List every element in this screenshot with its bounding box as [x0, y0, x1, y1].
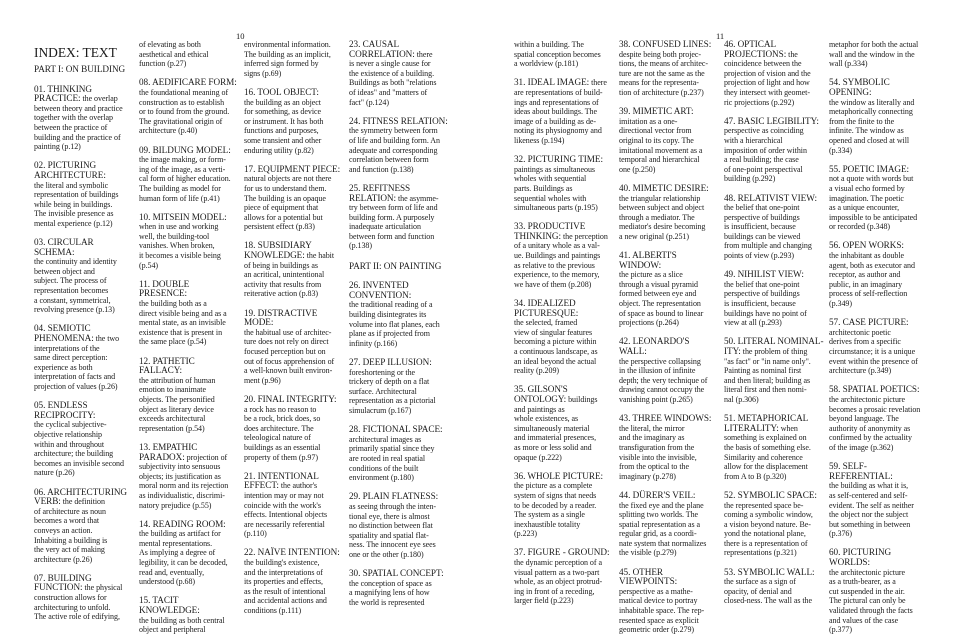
index-entry — [244, 241, 344, 299]
index-entry — [139, 78, 239, 136]
entry-definition: the architectonic picture as a truth-bearer, as a cut suspended in the air. The pictural can only be validated through the facts and values of the case (p.377) — [829, 567, 913, 635]
index-entry — [514, 548, 614, 606]
entry-heading: 54. SYMBOLIC OPENING: — [829, 77, 890, 97]
entry-heading: 58. SPATIAL POETICS: — [829, 384, 920, 395]
entry-heading: 17. EQUIPMENT PIECE: — [244, 163, 341, 174]
index-entry — [724, 194, 824, 261]
index-entry — [514, 155, 614, 213]
index-entry — [724, 491, 824, 558]
entry-definition: when in use and working well, the building-tool vanishes. When broken, it becomes a visible being (p.54) — [139, 222, 221, 270]
entry-heading: 37. FIGURE - GROUND: — [514, 547, 610, 558]
entry-definition: projection of subjectivity into sensuous objects; its justification as moral norm and its rejection as individualistic, discrimi- natory prejudice (p.55) — [139, 452, 229, 510]
index-entry — [349, 492, 449, 559]
index-entry — [139, 443, 239, 510]
index-entry — [244, 395, 344, 462]
index-entry — [244, 472, 344, 539]
index-entry — [724, 117, 824, 184]
index-entry — [619, 107, 719, 174]
index-entry — [619, 337, 719, 404]
entry-heading: 49. NIHILIST VIEW: — [724, 269, 804, 280]
entry-heading: 27. DEEP ILLUSION: — [349, 357, 432, 367]
index-entry — [724, 337, 824, 404]
index-entry — [619, 414, 719, 481]
index-entry — [139, 596, 239, 634]
entry-definition: paintings as simultaneous wholes with sequential parts. Buildings as sequential wholes with simultaneous parts (p.195) — [514, 164, 598, 213]
index-entry — [139, 520, 239, 587]
entry-definition: the habitual use of architec- ture does not rely on direct focused perception but on out of focus apprehension of a well-known built environ- ment (p.96) — [244, 327, 335, 385]
entry-definition: perspective as a mathe- matical device to portray inhabitable space. The rep- resented space as explicit geometric order (p.279) — [619, 586, 705, 635]
entry-definition: the belief that one-point perspective of buildings is insufficient, because buildings have no point of view at all (p.293) — [724, 279, 807, 328]
index-entry — [349, 569, 449, 607]
entry-definition: the traditional reading of a building disintegrates its volume into flat planes, each plane as if projected from infinity (p.166) — [349, 300, 440, 348]
index-entry — [514, 222, 614, 289]
page-number-left: 10 — [236, 31, 245, 41]
index-entry — [349, 184, 449, 251]
index-entry — [244, 548, 344, 615]
index-entry — [349, 117, 449, 175]
entry-heading: 36. WHOLE PICTURE: — [514, 470, 604, 481]
entry-definition: there is never a single cause for the existence of a building. Buildings as both "relations of ideas" and "matters of fact" (p.124) — [349, 49, 437, 107]
index-column-3 — [244, 40, 344, 625]
entry-heading: 01. THINKING PRACTICE: — [34, 83, 92, 104]
index-column-8 — [829, 40, 929, 644]
entry-heading: 47. BASIC LEGIBILITY: — [724, 115, 819, 126]
index-entry — [34, 161, 134, 228]
index-entry — [349, 281, 449, 348]
entry-definition: the building as what it is, as self-centered and self- evident. The self as neither the object nor the subject but something in between (p.376) — [829, 481, 914, 539]
part-heading-building: PART I: ON BUILDING — [34, 64, 126, 74]
index-entry — [244, 165, 344, 232]
index-entry — [349, 40, 449, 107]
entry-heading: 11. DOUBLE PRESENCE: — [139, 278, 190, 299]
index-entry — [724, 40, 824, 107]
entry-heading: 29. PLAIN FLATNESS: — [349, 491, 439, 502]
entry-definition: the dynamic perception of a visual pattern as a two-part whole, as an object protrud- ing in front of a receding, larger field (p.223) — [514, 558, 603, 606]
entry-definition: the surface as a sign of opacity, of denial and closed-ness. The wall as the — [724, 577, 812, 606]
entry-definition: buildings and paintings as whole existences, as simultaneously material and immaterial presences, as more or less solid and opaque (p.222) — [514, 394, 598, 462]
index-entry — [34, 574, 134, 622]
index-entry — [514, 78, 614, 145]
index-entry — [619, 251, 719, 328]
entry-definition: the triangular relationship between subject and object through a mediator. The mediator's desire becoming a new original (p.251) — [619, 193, 706, 241]
index-entry — [619, 568, 719, 635]
entry-heading: 02. PICTURING ARCHITECTURE: — [34, 160, 106, 180]
entry-heading: 38. CONFUSED LINES: — [619, 39, 712, 49]
entry-definition: architectural images as primarily spatial since they are rooted in real spatial conditions of the built environment (p.180) — [349, 434, 435, 483]
entry-definition: the building as an object for something, as device or instrument. It has both functions and purposes, some transient and other enduring utility (p.82) — [244, 97, 324, 155]
index-entry — [139, 280, 239, 347]
entry-heading: 08. AEDIFICARE FORM: — [139, 77, 237, 88]
entry-definition: the overlap between theory and practice together with the overlap between the practice of building and the practice of painting (p.12) — [34, 94, 123, 152]
entry-definition: not a quote with words but a visual echo formed by imagination. The poetic as a unique encounter, impossible to be anticipated or recorded (p.348) — [829, 174, 918, 232]
entry-heading: 04. SEMIOTIC PHENOMENA: — [34, 323, 94, 344]
entry-heading: 10. MITSEIN MODEL: — [139, 211, 227, 222]
entry-heading: 46. OPTICAL PROJECTIONS: — [724, 39, 787, 59]
entry-heading: 21. INTENTIONAL EFFECT: — [244, 470, 319, 491]
entry-heading: 20. FINAL INTEGRITY: — [244, 393, 337, 404]
continued-text: of elevating as both aesthetical and ethical function (p.27) — [139, 40, 209, 69]
entry-definition: the two interpretations of the same direct perception: experience as both interpretation of facts and projection of values (p.26) — [34, 334, 120, 391]
entry-definition: the habit of being in buildings as an acritical, unintentional activity that results from reiterative action (p.83) — [244, 251, 335, 299]
index-entry — [139, 357, 239, 434]
entry-definition: the attribution of human emotion to inanimate objects. The personified object as literary device exceeds architectural representation (p.54) — [139, 375, 216, 433]
index-entry — [829, 241, 929, 308]
index-entry — [34, 488, 134, 565]
entry-heading: 42. LEONARDO'S WALL: — [619, 336, 690, 356]
entry-definition: the literal, the mirror and the imaginary as transfiguration from the visible into the invisible, from the optical to the imaginary (p.278) — [619, 423, 697, 481]
entry-definition: imitation as a one- directional vector from original to its copy. The imitational movement as a temporal and hierarchical one (p.250) — [619, 116, 703, 174]
entry-definition: the represented space be- coming a symbolic window, a vision beyond nature. Be- yond the notational plane, there is a representation of representations (p.321) — [724, 500, 813, 558]
entry-definition: the foundational meaning of construction as to establish or to found from the ground. The gravitational origin of architecture (p.40) — [139, 87, 230, 136]
entry-heading: 55. POETIC IMAGE: — [829, 163, 910, 174]
entry-heading: 32. PICTURING TIME: — [514, 154, 603, 165]
index-entry — [349, 358, 449, 416]
index-entry — [619, 491, 719, 558]
entry-heading: 51. METAPHORICAL LITERALITY: — [724, 413, 809, 433]
index-entry — [349, 425, 449, 483]
entry-definition: the symmetry between form of life and building form. An adequate and corresponding correlation between form and function (p.138) — [349, 126, 440, 174]
index-entry — [514, 472, 614, 539]
index-entry — [139, 146, 239, 204]
index-title: INDEX: TEXT — [34, 45, 117, 60]
entry-heading: 59. SELF-REFERENTIAL: — [829, 461, 893, 481]
entry-definition: the cyclical subjective- objective relationship within and throughout architecture; the building becomes an invisible second nature (p.26) — [34, 420, 124, 478]
index-entry — [139, 213, 239, 271]
continued-text: within a building. The spatial conception becomes a worldview (p.181) — [514, 40, 601, 69]
entry-definition: the picture as a slice through a visual pyramid formed between eye and object. The representation of space as bound to linear projections (p.264) — [619, 270, 704, 328]
entry-heading: 30. SPATIAL CONCEPT: — [349, 568, 444, 579]
entry-definition: the architectonic picture becomes a prosaic revelation beyond language. The authority of anonymity as confirmed by the actuality of the image (p.362) — [829, 394, 921, 452]
entry-definition: the image making, or form- ing of the image, as a verti- cal form of higher education. The building as model for human form of life (p.41) — [139, 155, 231, 203]
index-entry — [829, 385, 929, 452]
index-entry — [34, 85, 134, 152]
entry-heading: 34. IDEALIZED PICTURESQUE: — [514, 298, 579, 318]
index-entry — [829, 318, 929, 376]
entry-heading: 60. PICTURING WORLDS: — [829, 547, 892, 568]
entry-definition: the picture as a complete system of signs that needs to be decoded by a reader. The system as a single inexhaustible totality (p.223) — [514, 481, 597, 539]
entry-heading: 28. FICTIONAL SPACE: — [349, 424, 443, 435]
entry-definition: the perspective collapsing in the illusion of infinite depth; the very technique of drawing cannot occupy the vanishing point (p.265) — [619, 356, 708, 404]
entry-heading: 16. TOOL OBJECT: — [244, 86, 319, 97]
entry-heading: 05. ENDLESS RECIPROCITY: — [34, 400, 96, 420]
index-entry — [34, 324, 134, 391]
entry-heading: 41. ALBERTI'S WINDOW: — [619, 250, 677, 270]
entry-definition: despite being both projec- tions, the means of architec- ture are not the same as the means for the representa- tion of architecture (p.237) — [619, 49, 708, 97]
entry-heading: 33. PRODUCTIVE THINKING: — [514, 221, 586, 241]
index-column-7 — [724, 40, 824, 616]
index-entry — [619, 184, 719, 242]
entry-heading: 52. SYMBOLIC SPACE: — [724, 489, 817, 500]
entry-heading: 07. BUILDING FUNCTION: — [34, 572, 92, 593]
index-column-1 — [34, 41, 134, 631]
entry-heading: 53. SYMBOLIC WALL: — [724, 566, 815, 577]
index-entry — [829, 462, 929, 539]
entry-definition: the building as artifact for mental representations. As implying a degree of legibility, it can be decoded, read and, eventually, understood (p.68) — [139, 529, 228, 587]
continued-text: metaphor for both the actual wall and the window in the wall (p.334) — [829, 40, 919, 69]
entry-heading: 56. OPEN WORKS: — [829, 240, 904, 251]
entry-heading: 14. READING ROOM: — [139, 518, 226, 529]
entry-heading: 48. RELATIVIST VIEW: — [724, 192, 817, 203]
entry-definition: the building's existence, and the interpretations of its properties and effects, as the result of intentional and accidental actions and conditions (p.111) — [244, 558, 327, 616]
entry-heading: 35. GILSON'S ONTOLOGY: — [514, 384, 568, 404]
entry-definition: the fixed eye and the plane splitting two worlds. The spatial representation as a regular grid, as a coordi- nate system that normalizes the visible (p.279) — [619, 500, 707, 558]
entry-definition: the continuity and identity between object and subject. The process of representation becomes a constant, symmetrical, revolving presence (p.13) — [34, 257, 117, 315]
entry-heading: 15. TACIT KNOWLEDGE: — [139, 595, 200, 616]
index-column-5 — [514, 40, 614, 616]
entry-definition: the problem of thing "as fact" or "in name only". Painting as nominal first and then literal; building as literal first and then nomi- nal (p.306) — [724, 347, 811, 404]
entry-heading: 44. DÜRER'S VEIL: — [619, 489, 696, 500]
entry-definition: the physical construction allows for architecturing to unfold. The active role of edifying, — [34, 583, 123, 622]
entry-definition: the inhabitant as double agent, both as executor and receptor, as author and public, in an imaginary process of self-reflection (p.349) — [829, 251, 915, 309]
entry-definition: the building as both central object and peripheral — [139, 615, 225, 635]
entry-definition: there are representations of build- ings and representations of ideas about buildings. The image of a building as de- noting its physiognomy and likeness (p.194) — [514, 78, 607, 145]
entry-definition: the belief that one-point perspective of buildings is insufficient, because buildings can be viewed from multiple and changing points of view (p.293) — [724, 203, 812, 261]
index-entry — [724, 568, 824, 606]
part-heading-painting: PART II: ON PAINTING — [349, 260, 442, 271]
entry-heading: 50. LITERAL NOMINAL- ITY: — [724, 336, 824, 356]
entry-definition: the building both as a direct visible being and as a mental state, as an invisible existence that is present in the same place (p.54) — [139, 299, 227, 347]
entry-heading: 06. ARCHITECTURING VERB: — [34, 486, 128, 507]
entry-heading: 13. EMPATHIC PARADOX: — [139, 441, 198, 462]
entry-heading: 19. DISTRACTIVE MODE: — [244, 307, 318, 328]
entry-definition: the perception of a unitary whole as a val- ue. Buildings and paintings as relative to the previous experience, to the memory, we have of them (p.208) — [514, 231, 608, 289]
entry-heading: 24. FITNESS RELATION: — [349, 115, 448, 126]
entry-definition: the coincidence between the projection of vision and the projection of light and how they intersect with geomet- ric projections (p.292) — [724, 49, 811, 107]
index-entry — [34, 238, 134, 315]
entry-definition: the definition of architecture as noun becomes a word that conveys an action. Inhabiting a building is the very act of making architecture (p.26) — [34, 497, 108, 564]
index-entry — [34, 401, 134, 478]
continued-text: environmental information. The building as an implicit, inferred sign formed by signs (p.69) — [244, 40, 331, 78]
entry-heading: 25. REFITNESS RELATION: — [349, 182, 411, 203]
entry-definition: as seeing through the inten- tional eye, there is almost no distinction between flat spatiality and spatial flat- ness. The innocent eye sees one or the other (p.180) — [349, 501, 437, 559]
index-column-4 — [349, 40, 449, 617]
entry-definition: a rock has no reason to be a rock, brick does, so does architecture. The teleological nature of buildings as an essential property of them (p.97) — [244, 404, 321, 462]
entry-definition: the author's intention may or may not coincide with the work's effects. Intentional objects are necessarily referential (p.110) — [244, 481, 328, 539]
index-entry — [244, 309, 344, 386]
entry-definition: the window as literally and metaphorically connecting from the finite to the infinite. The window as opened and closed at will (p.334) — [829, 97, 915, 155]
entry-definition: when something is explained on the basis of something else. Similarity and coherence allow for the displacement from A to B (p.320) — [724, 423, 811, 481]
entry-heading: 23. CAUSAL CORRELATION: — [349, 39, 415, 59]
index-entry — [829, 548, 929, 634]
entry-heading: 12. PATHETIC FALLACY: — [139, 355, 195, 376]
entry-heading: 31. IDEAL IMAGE: — [514, 77, 590, 88]
index-column-6 — [619, 40, 719, 644]
entry-heading: 43. THREE WINDOWS: — [619, 413, 712, 424]
entry-heading: 39. MIMETIC ART: — [619, 106, 694, 117]
index-entry — [244, 88, 344, 155]
entry-heading: 22. NAÏVE INTENTION: — [244, 547, 340, 558]
entry-definition: foreshortening or the trickery of depth on a flat surface. Architectural representation as a pictorial simulacrum (p.167) — [349, 367, 436, 415]
entry-definition: architectonic poetic derives from a specific circumstance; it is a unique event within the presence of architecture (p.349) — [829, 327, 918, 376]
index-entry — [619, 40, 719, 98]
index-entry — [514, 299, 614, 376]
entry-heading: 09. BILDUNG MODEL: — [139, 144, 231, 155]
entry-definition: the literal and symbolic representation of buildings while being in buildings. The invisible presence as mental experience (p.12) — [34, 180, 119, 228]
index-entry — [829, 165, 929, 232]
page-number-right: 11 — [716, 31, 725, 41]
entry-definition: the selected, framed view of singular features becoming a picture within a continuous landscape, as an ideal beyond the actual reality (p.209) — [514, 318, 598, 376]
entry-heading: 40. MIMETIC DESIRE: — [619, 182, 709, 193]
entry-definition: the asymme- try between form of life and building form. A purposely inadequate articulation between form and function (p.138) — [349, 193, 439, 251]
entry-definition: natural objects are not there for us to understand them. The building is an opaque piece of equipment that allows for a potential but persistent effect (p.83) — [244, 174, 332, 232]
entry-heading: 57. CASE PICTURE: — [829, 317, 909, 328]
entry-heading: 45. OTHER VIEWPOINTS: — [619, 566, 678, 587]
index-column-2 — [139, 40, 239, 644]
index-entry — [724, 414, 824, 481]
index-entry — [514, 385, 614, 462]
entry-heading: 03. CIRCULAR SCHEMA: — [34, 237, 94, 257]
entry-definition: the conception of space as a magnifying lens of how the world is represented — [349, 578, 432, 607]
entry-heading: 26. INVENTED CONVENTION: — [349, 280, 412, 300]
index-entry — [724, 270, 824, 328]
entry-definition: perspective as coinciding with a hierarchical imposition of order within a real building; the case of one-point perspectival building (p.292) — [724, 126, 807, 184]
entry-heading: 18. SUBSIDIARY KNOWLEDGE: — [244, 240, 312, 261]
index-entry — [829, 78, 929, 155]
